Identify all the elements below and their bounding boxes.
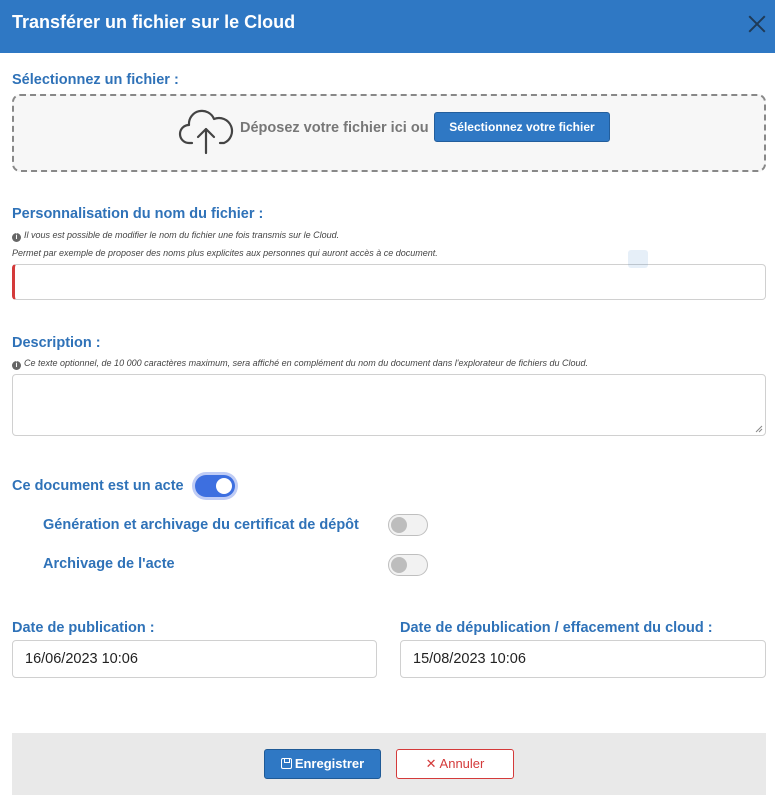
dialog-footer — [12, 733, 766, 795]
file-label: Sélectionnez un fichier : — [12, 72, 179, 88]
dialog-header — [0, 0, 775, 53]
publication-date-input[interactable] — [12, 640, 377, 678]
toggle-knob — [216, 478, 232, 494]
certificate-toggle[interactable] — [388, 514, 428, 536]
ghost-overlay — [628, 250, 768, 274]
description-hint-text: Ce texte optionnel, de 10 000 caractères maximum, sera affiché en complément du nom du document dans l'explorateur de fichiers du Cloud. — [24, 358, 589, 368]
depublication-date-input[interactable] — [400, 640, 766, 678]
toggle-knob — [391, 557, 407, 573]
acte-toggle[interactable] — [195, 475, 235, 497]
depublication-date-value: 15/08/2023 10:06 — [413, 651, 526, 667]
publication-date-label: Date de publication : — [12, 620, 155, 636]
drop-text: Déposez votre fichier ici ou — [240, 120, 429, 136]
times-icon: ✕ — [425, 756, 437, 771]
acte-label: Ce document est un acte — [12, 478, 184, 494]
cancel-button[interactable] — [396, 749, 514, 779]
publication-date-value: 16/06/2023 10:06 — [25, 651, 138, 667]
save-label: Enregistrer — [294, 756, 365, 771]
certificate-label: Génération et archivage du certificat de dépôt — [43, 517, 359, 533]
description-hint — [12, 358, 588, 370]
filename-label: Personnalisation du nom du fichier : — [12, 206, 264, 222]
file-dropzone[interactable] — [12, 94, 766, 172]
archive-acte-toggle[interactable] — [388, 554, 428, 576]
description-label: Description : — [12, 335, 101, 351]
toggle-knob — [391, 517, 407, 533]
dialog-title: Transférer un fichier sur le Cloud — [12, 12, 296, 32]
save-button[interactable] — [264, 749, 381, 779]
save-icon — [281, 758, 292, 769]
info-icon: i — [12, 233, 21, 242]
description-textarea[interactable] — [12, 374, 766, 436]
cloud-upload-icon — [178, 105, 234, 155]
info-icon: i — [12, 361, 21, 370]
filename-hint-1-text: Il vous est possible de modifier le nom du fichier une fois transmis sur le Cloud. — [24, 230, 340, 240]
cancel-label: Annuler — [439, 756, 485, 771]
filename-hint-1 — [12, 230, 339, 242]
archive-acte-label: Archivage de l'acte — [43, 556, 175, 572]
resize-grip-icon[interactable] — [755, 425, 763, 433]
close-icon[interactable] — [747, 10, 767, 36]
filename-hint-2: Permet par exemple de proposer des noms plus explicites aux personnes qui auront accès à ce document. — [12, 248, 438, 258]
depublication-date-label: Date de dépublication / effacement du cloud : — [400, 620, 713, 636]
select-file-button[interactable]: Sélectionnez votre fichier — [434, 112, 610, 142]
